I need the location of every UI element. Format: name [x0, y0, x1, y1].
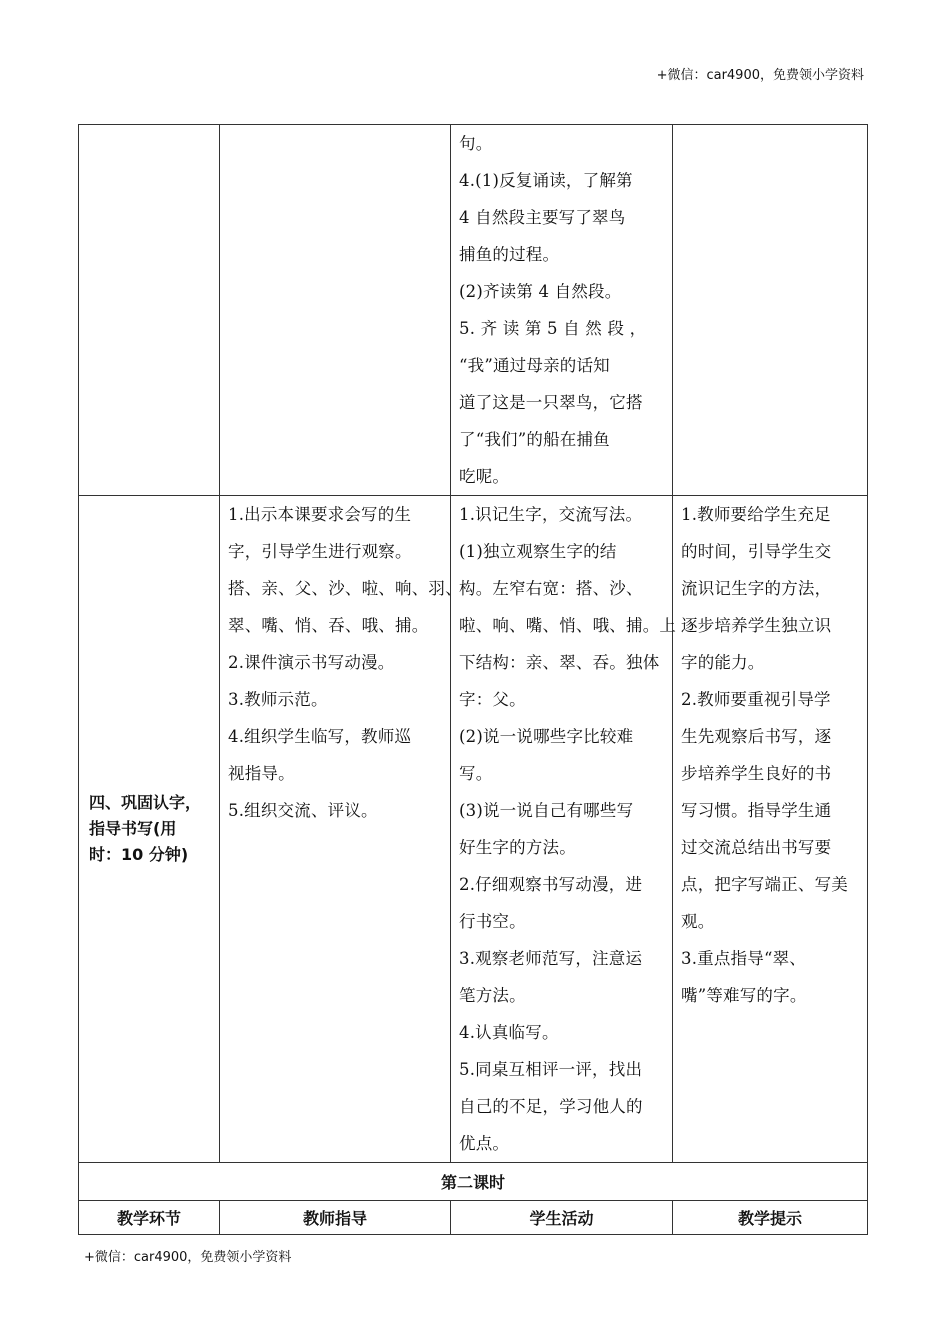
text-line: 过交流总结出书写要 [681, 838, 832, 857]
table-header-row [79, 1201, 868, 1235]
text-line: 3.重点指导“翠、 [681, 949, 806, 968]
text-line: 逐步培养学生独立识 [681, 616, 832, 635]
text-line: 3.教师示范。 [228, 690, 328, 709]
text-line: 自己的不足，学习他人的 [459, 1097, 643, 1116]
text-line: 吃呢。 [459, 467, 510, 486]
text-line: 4.组织学生临写，教师巡 [228, 727, 412, 746]
text-line: 字，引导学生进行观察。 [228, 542, 412, 561]
header-student-activity: 学生活动 [451, 1201, 673, 1235]
header-teaching-tips: 教学提示 [673, 1201, 868, 1235]
text-line: 写习惯。指导学生通 [681, 801, 832, 820]
text-line: 2.课件演示书写动漫。 [228, 653, 395, 672]
stage-cell-empty [79, 125, 220, 496]
text-line: “我”通过母亲的话知 [459, 356, 610, 375]
footer-note: +微信：car4900，免费领小学资料 [84, 1250, 292, 1265]
stage-title-line: 时：10 分钟) [89, 845, 189, 864]
header-teacher-guidance: 教师指导 [220, 1201, 451, 1235]
text-line: 4.认真临写。 [459, 1023, 559, 1042]
text-line: 句。 [459, 134, 493, 153]
text-line: 4 自然段主要写了翠鸟 [459, 208, 626, 227]
text-line: 视指导。 [228, 764, 295, 783]
text-line: 构。左窄右宽：搭、沙、 [459, 579, 643, 598]
header-teaching-stage: 教学环节 [79, 1201, 220, 1235]
text-line: 捕鱼的过程。 [459, 245, 560, 264]
text-line: 翠、嘴、悄、吞、哦、捕。 [228, 616, 429, 635]
stage-title-cell [79, 496, 220, 1163]
teaching-tips-cell [673, 496, 868, 1163]
table-row-continuation [79, 125, 868, 496]
text-line: 写。 [459, 764, 493, 783]
text-line: 嘴”等难写的字。 [681, 986, 807, 1005]
stage-title-line: 指导书写(用 [89, 819, 177, 838]
student-activity-cell [451, 496, 677, 1163]
text-line: 2.教师要重视引导学 [681, 690, 831, 709]
text-line: 5. 齐 读 第 5 自 然 段 ， [459, 319, 647, 338]
text-line: 1.教师要给学生充足 [681, 505, 831, 524]
text-line: (3)说一说自己有哪些写 [459, 801, 634, 820]
tips-cell-empty [673, 125, 868, 496]
text-line: 笔方法。 [459, 986, 526, 1005]
text-line: 5.同桌互相评一评，找出 [459, 1060, 643, 1079]
text-line: (2)齐读第 4 自然段。 [459, 282, 622, 301]
text-line: (2)说一说哪些字比较难 [459, 727, 634, 746]
text-line: 4.(1)反复诵读，了解第 [459, 171, 633, 190]
stage-title-line: 四、巩固认字， [89, 793, 202, 812]
text-line: 道了这是一只翠鸟，它搭 [459, 393, 643, 412]
table-row-lesson-title [79, 1163, 868, 1201]
text-line: 字：父。 [459, 690, 526, 709]
text-line: 2.仔细观察书写动漫，进 [459, 875, 643, 894]
text-line: 步培养学生良好的书 [681, 764, 832, 783]
table-row-stage-four [79, 496, 868, 1163]
text-line: 字的能力。 [681, 653, 765, 672]
teacher-cell-empty [220, 125, 451, 496]
text-line: 行书空。 [459, 912, 526, 931]
second-lesson-title: 第二课时 [79, 1163, 868, 1201]
text-line: 5.组织交流、评议。 [228, 801, 378, 820]
text-line: 生先观察后书写，逐 [681, 727, 832, 746]
student-activity-cell [451, 125, 673, 496]
text-line: 流识记生字的方法， [681, 579, 832, 598]
text-line: 啦、响、嘴、悄、哦、捕。上 [459, 616, 677, 635]
text-line: 了“我们”的船在捕鱼 [459, 430, 610, 449]
teacher-guidance-cell [220, 496, 462, 1163]
text-line: 下结构：亲、翠、吞。独体 [459, 653, 660, 672]
text-line: 好生字的方法。 [459, 838, 576, 857]
text-line: 点，把字写端正、写美 [681, 875, 848, 894]
text-line: 1.识记生字，交流写法。 [459, 505, 643, 524]
text-line: 优点。 [459, 1134, 510, 1153]
text-line: (1)独立观察生字的结 [459, 542, 617, 561]
header-note: +微信：car4900，免费领小学资料 [656, 68, 864, 83]
text-line: 观。 [681, 912, 715, 931]
text-line: 搭、亲、父、沙、啦、响、羽、 [228, 579, 462, 598]
lesson-plan-table [78, 124, 868, 1235]
text-line: 3.观察老师范写，注意运 [459, 949, 643, 968]
text-line: 的时间，引导学生交 [681, 542, 832, 561]
text-line: 1.出示本课要求会写的生 [228, 505, 412, 524]
